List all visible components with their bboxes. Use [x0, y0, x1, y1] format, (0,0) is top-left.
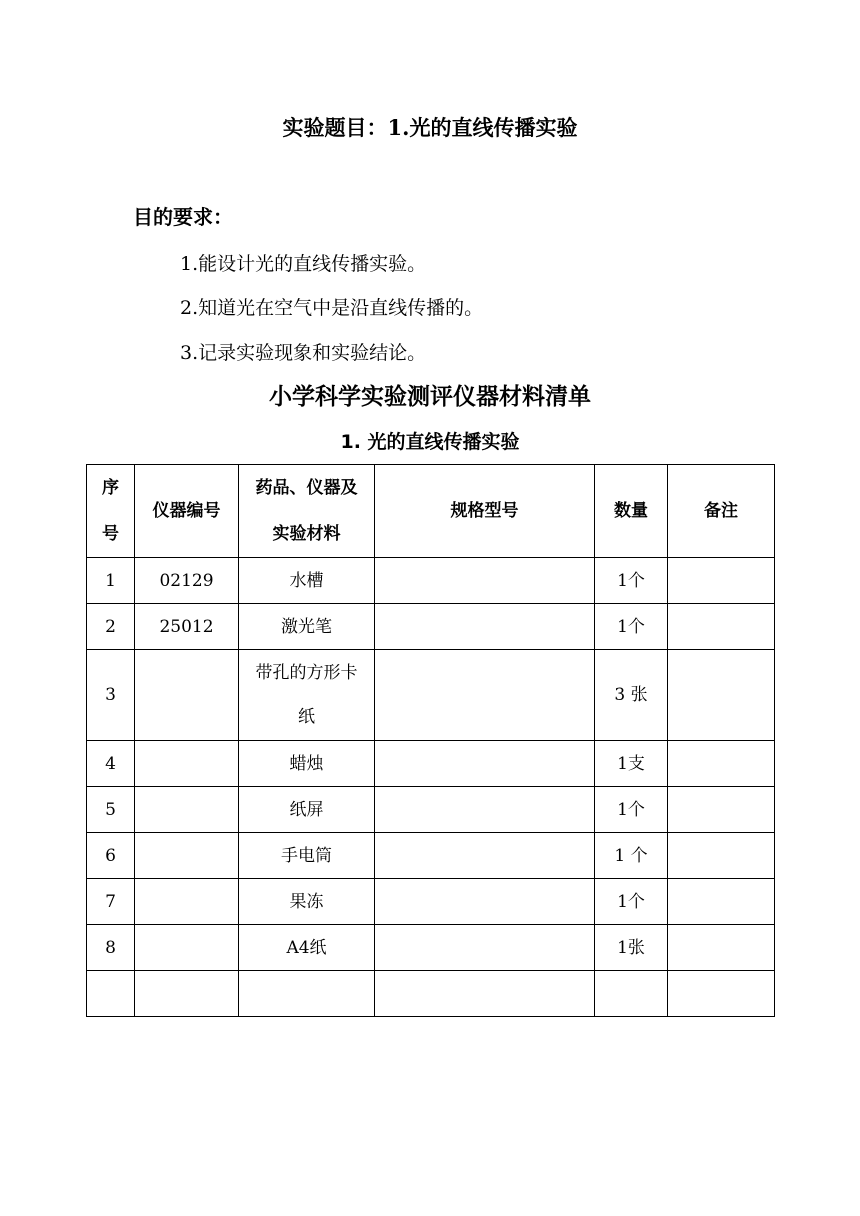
cell-name: 水槽	[239, 558, 375, 604]
cell-code	[135, 971, 239, 1017]
cell-code	[135, 741, 239, 787]
cell-spec	[375, 650, 595, 741]
cell-code	[135, 833, 239, 879]
cell-name	[239, 971, 375, 1017]
requirement-item: 3.记录实验现象和实验结论。	[180, 342, 427, 364]
cell-qty	[595, 971, 668, 1017]
cell-name: 纸屏	[239, 787, 375, 833]
cell-code	[135, 650, 239, 741]
cell-spec	[375, 558, 595, 604]
table-row	[87, 650, 775, 741]
cell-note	[668, 741, 775, 787]
cell-seq: 7	[87, 879, 135, 925]
cell-note	[668, 879, 775, 925]
header-qty: 数量	[595, 465, 668, 558]
table-row	[87, 558, 775, 604]
cell-spec	[375, 925, 595, 971]
cell-spec	[375, 971, 595, 1017]
cell-name: 激光笔	[239, 604, 375, 650]
cell-note	[668, 558, 775, 604]
cell-qty: 1个	[595, 787, 668, 833]
cell-note	[668, 650, 775, 741]
cell-qty: 3 张	[595, 650, 668, 741]
cell-note	[668, 925, 775, 971]
cell-name: 蜡烛	[239, 741, 375, 787]
table-header-row	[87, 465, 775, 558]
cell-spec	[375, 741, 595, 787]
requirement-item: 1.能设计光的直线传播实验。	[180, 253, 427, 275]
header-name: 药品、仪器及实验材料	[239, 465, 375, 558]
cell-qty: 1个	[595, 604, 668, 650]
cell-note	[668, 787, 775, 833]
cell-note	[668, 971, 775, 1017]
header-seq: 序号	[87, 465, 135, 558]
cell-seq: 1	[87, 558, 135, 604]
cell-seq: 5	[87, 787, 135, 833]
cell-seq: 6	[87, 833, 135, 879]
table-row	[87, 971, 775, 1017]
cell-code	[135, 925, 239, 971]
materials-list-title: 小学科学实验测评仪器材料清单	[269, 384, 591, 410]
requirements-heading: 目的要求：	[133, 205, 233, 229]
cell-seq: 8	[87, 925, 135, 971]
cell-seq: 2	[87, 604, 135, 650]
header-code: 仪器编号	[135, 465, 239, 558]
table-row	[87, 833, 775, 879]
cell-seq: 3	[87, 650, 135, 741]
cell-name: 带孔的方形卡纸	[239, 650, 375, 741]
cell-name: A4纸	[239, 925, 375, 971]
cell-seq	[87, 971, 135, 1017]
materials-table	[86, 464, 775, 1017]
cell-qty: 1 个	[595, 833, 668, 879]
cell-note	[668, 604, 775, 650]
table-row	[87, 604, 775, 650]
cell-code: 02129	[135, 558, 239, 604]
cell-code	[135, 787, 239, 833]
header-spec: 规格型号	[375, 465, 595, 558]
cell-name: 果冻	[239, 879, 375, 925]
table-row	[87, 741, 775, 787]
cell-qty: 1个	[595, 879, 668, 925]
table-row	[87, 787, 775, 833]
cell-spec	[375, 787, 595, 833]
cell-spec	[375, 604, 595, 650]
cell-seq: 4	[87, 741, 135, 787]
experiment-title: 实验题目：1.光的直线传播实验	[282, 115, 578, 140]
cell-qty: 1支	[595, 741, 668, 787]
cell-code: 25012	[135, 604, 239, 650]
cell-spec	[375, 879, 595, 925]
cell-name: 手电筒	[239, 833, 375, 879]
cell-qty: 1个	[595, 558, 668, 604]
cell-code	[135, 879, 239, 925]
materials-list-subtitle: 1. 光的直线传播实验	[340, 431, 520, 453]
cell-note	[668, 833, 775, 879]
table-row	[87, 925, 775, 971]
cell-spec	[375, 833, 595, 879]
requirement-item: 2.知道光在空气中是沿直线传播的。	[180, 297, 484, 319]
cell-qty: 1张	[595, 925, 668, 971]
table-row	[87, 879, 775, 925]
header-note: 备注	[668, 465, 775, 558]
